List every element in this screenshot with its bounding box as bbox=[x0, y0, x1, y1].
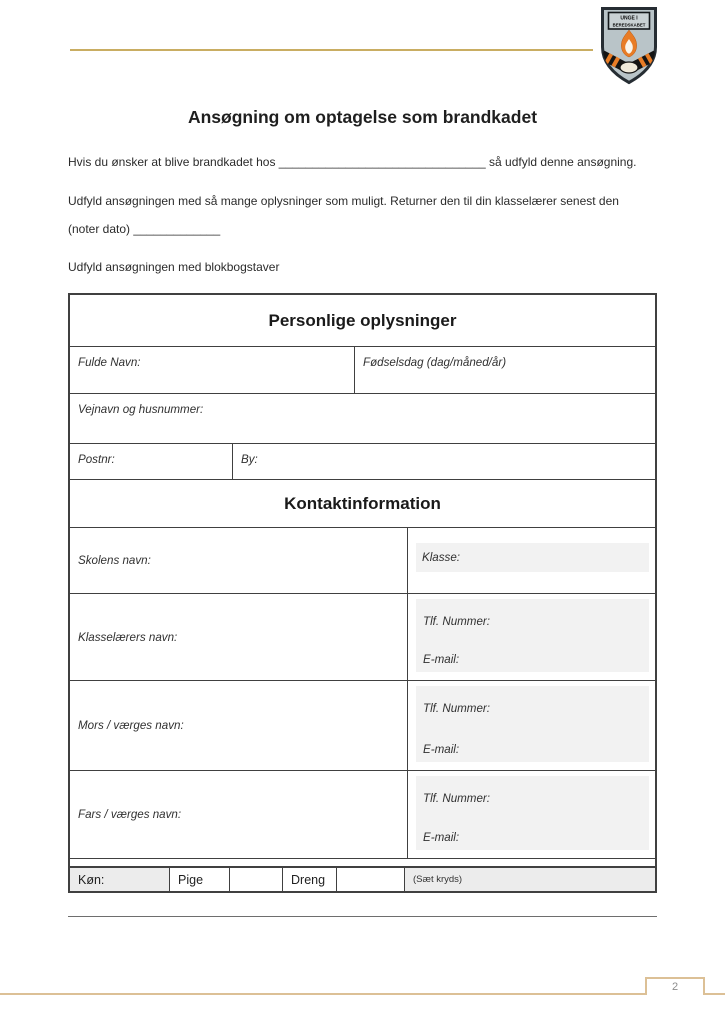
mother-name-field bbox=[70, 681, 408, 770]
logo-text-line2: BEREDSKABET bbox=[612, 22, 646, 28]
teacher-row bbox=[70, 593, 655, 680]
logo-text-line1: UNGE I bbox=[620, 15, 638, 22]
organization-fill-blank: _______________________________ bbox=[278, 155, 486, 169]
girl-option-label: Pige bbox=[170, 868, 230, 891]
phone-label: Tlf. Nummer: bbox=[423, 702, 490, 715]
header-accent-line bbox=[70, 49, 593, 51]
phone-label: Tlf. Nummer: bbox=[423, 792, 490, 805]
boy-checkbox-cell bbox=[337, 868, 405, 891]
city-label: By: bbox=[241, 453, 258, 466]
teacher-name-field bbox=[70, 594, 408, 680]
date-fill-blank: _____________ bbox=[133, 222, 221, 236]
school-name-label: Skolens navn: bbox=[78, 554, 151, 567]
boy-option-label: Dreng bbox=[283, 868, 337, 891]
teacher-contact-input-area bbox=[416, 599, 649, 672]
mother-contact-input-area bbox=[416, 686, 649, 762]
school-name-field bbox=[70, 528, 408, 593]
contact-info-section-header: Kontaktinformation bbox=[70, 479, 655, 527]
intro-line-1 bbox=[68, 155, 668, 169]
footer-accent-line-right bbox=[703, 993, 725, 995]
intro-line1-after: så udfyld denne ansøgning. bbox=[489, 155, 637, 169]
father-name-label: Fars / værges navn: bbox=[78, 808, 182, 821]
mother-contact-field bbox=[408, 681, 655, 770]
mother-name-label: Mors / værges navn: bbox=[78, 719, 184, 732]
class-field bbox=[408, 528, 655, 593]
father-contact-field bbox=[408, 771, 655, 858]
gender-label-cell: Køn: bbox=[70, 868, 170, 891]
birthday-label: Fødselsdag (dag/måned/år) bbox=[363, 356, 507, 369]
birthday-field bbox=[355, 347, 655, 393]
unge-i-beredskabet-logo bbox=[599, 5, 659, 85]
separator-gap-row bbox=[70, 858, 655, 866]
full-name-field bbox=[70, 347, 355, 393]
class-label: Klasse: bbox=[422, 551, 461, 564]
name-birthday-row bbox=[70, 346, 655, 393]
postal-code-field bbox=[70, 444, 233, 479]
street-field bbox=[70, 394, 655, 443]
street-label: Vejnavn og husnummer: bbox=[78, 403, 204, 416]
street-row bbox=[70, 393, 655, 443]
girl-checkbox-cell bbox=[230, 868, 283, 891]
intro-line-2: Udfyld ansøgningen med så mange oplysninger som muligt. Returner den til din klasselærer senest den bbox=[68, 194, 619, 208]
footer-accent-line-left bbox=[0, 993, 646, 995]
class-input-area bbox=[416, 543, 649, 572]
handshake-icon bbox=[620, 62, 638, 73]
page-number: 2 bbox=[671, 981, 679, 993]
date-note-line bbox=[68, 222, 668, 236]
phone-label: Tlf. Nummer: bbox=[423, 615, 490, 628]
page-number-tab bbox=[645, 977, 705, 995]
document-title: Ansøgning om optagelse som brandkadet bbox=[187, 107, 538, 127]
father-contact-input-area bbox=[416, 776, 649, 850]
city-field bbox=[233, 444, 655, 479]
email-label: E-mail: bbox=[423, 653, 460, 666]
father-name-field bbox=[70, 771, 408, 858]
teacher-contact-field bbox=[408, 594, 655, 680]
personal-info-section-header: Personlige oplysninger bbox=[268, 310, 457, 330]
postal-city-row bbox=[70, 443, 655, 479]
gender-hint: (Sæt kryds) bbox=[405, 868, 655, 891]
full-name-label: Fulde Navn: bbox=[78, 356, 141, 369]
school-class-row bbox=[70, 527, 655, 593]
teacher-name-label: Klasselærers navn: bbox=[78, 630, 178, 644]
gender-row bbox=[70, 866, 655, 891]
intro-line1-before: Hvis du ønsker at blive brandkadet hos bbox=[68, 155, 276, 169]
mother-row bbox=[70, 680, 655, 770]
email-label: E-mail: bbox=[423, 831, 460, 844]
father-row bbox=[70, 770, 655, 858]
email-label: E-mail: bbox=[423, 743, 460, 756]
block-letters-note: Udfyld ansøgningen med blokbogstaver bbox=[68, 260, 280, 274]
date-label: (noter dato) bbox=[68, 222, 131, 236]
postal-code-label: Postnr: bbox=[78, 453, 115, 466]
application-form-table bbox=[68, 293, 657, 893]
footer-rule bbox=[68, 916, 657, 917]
